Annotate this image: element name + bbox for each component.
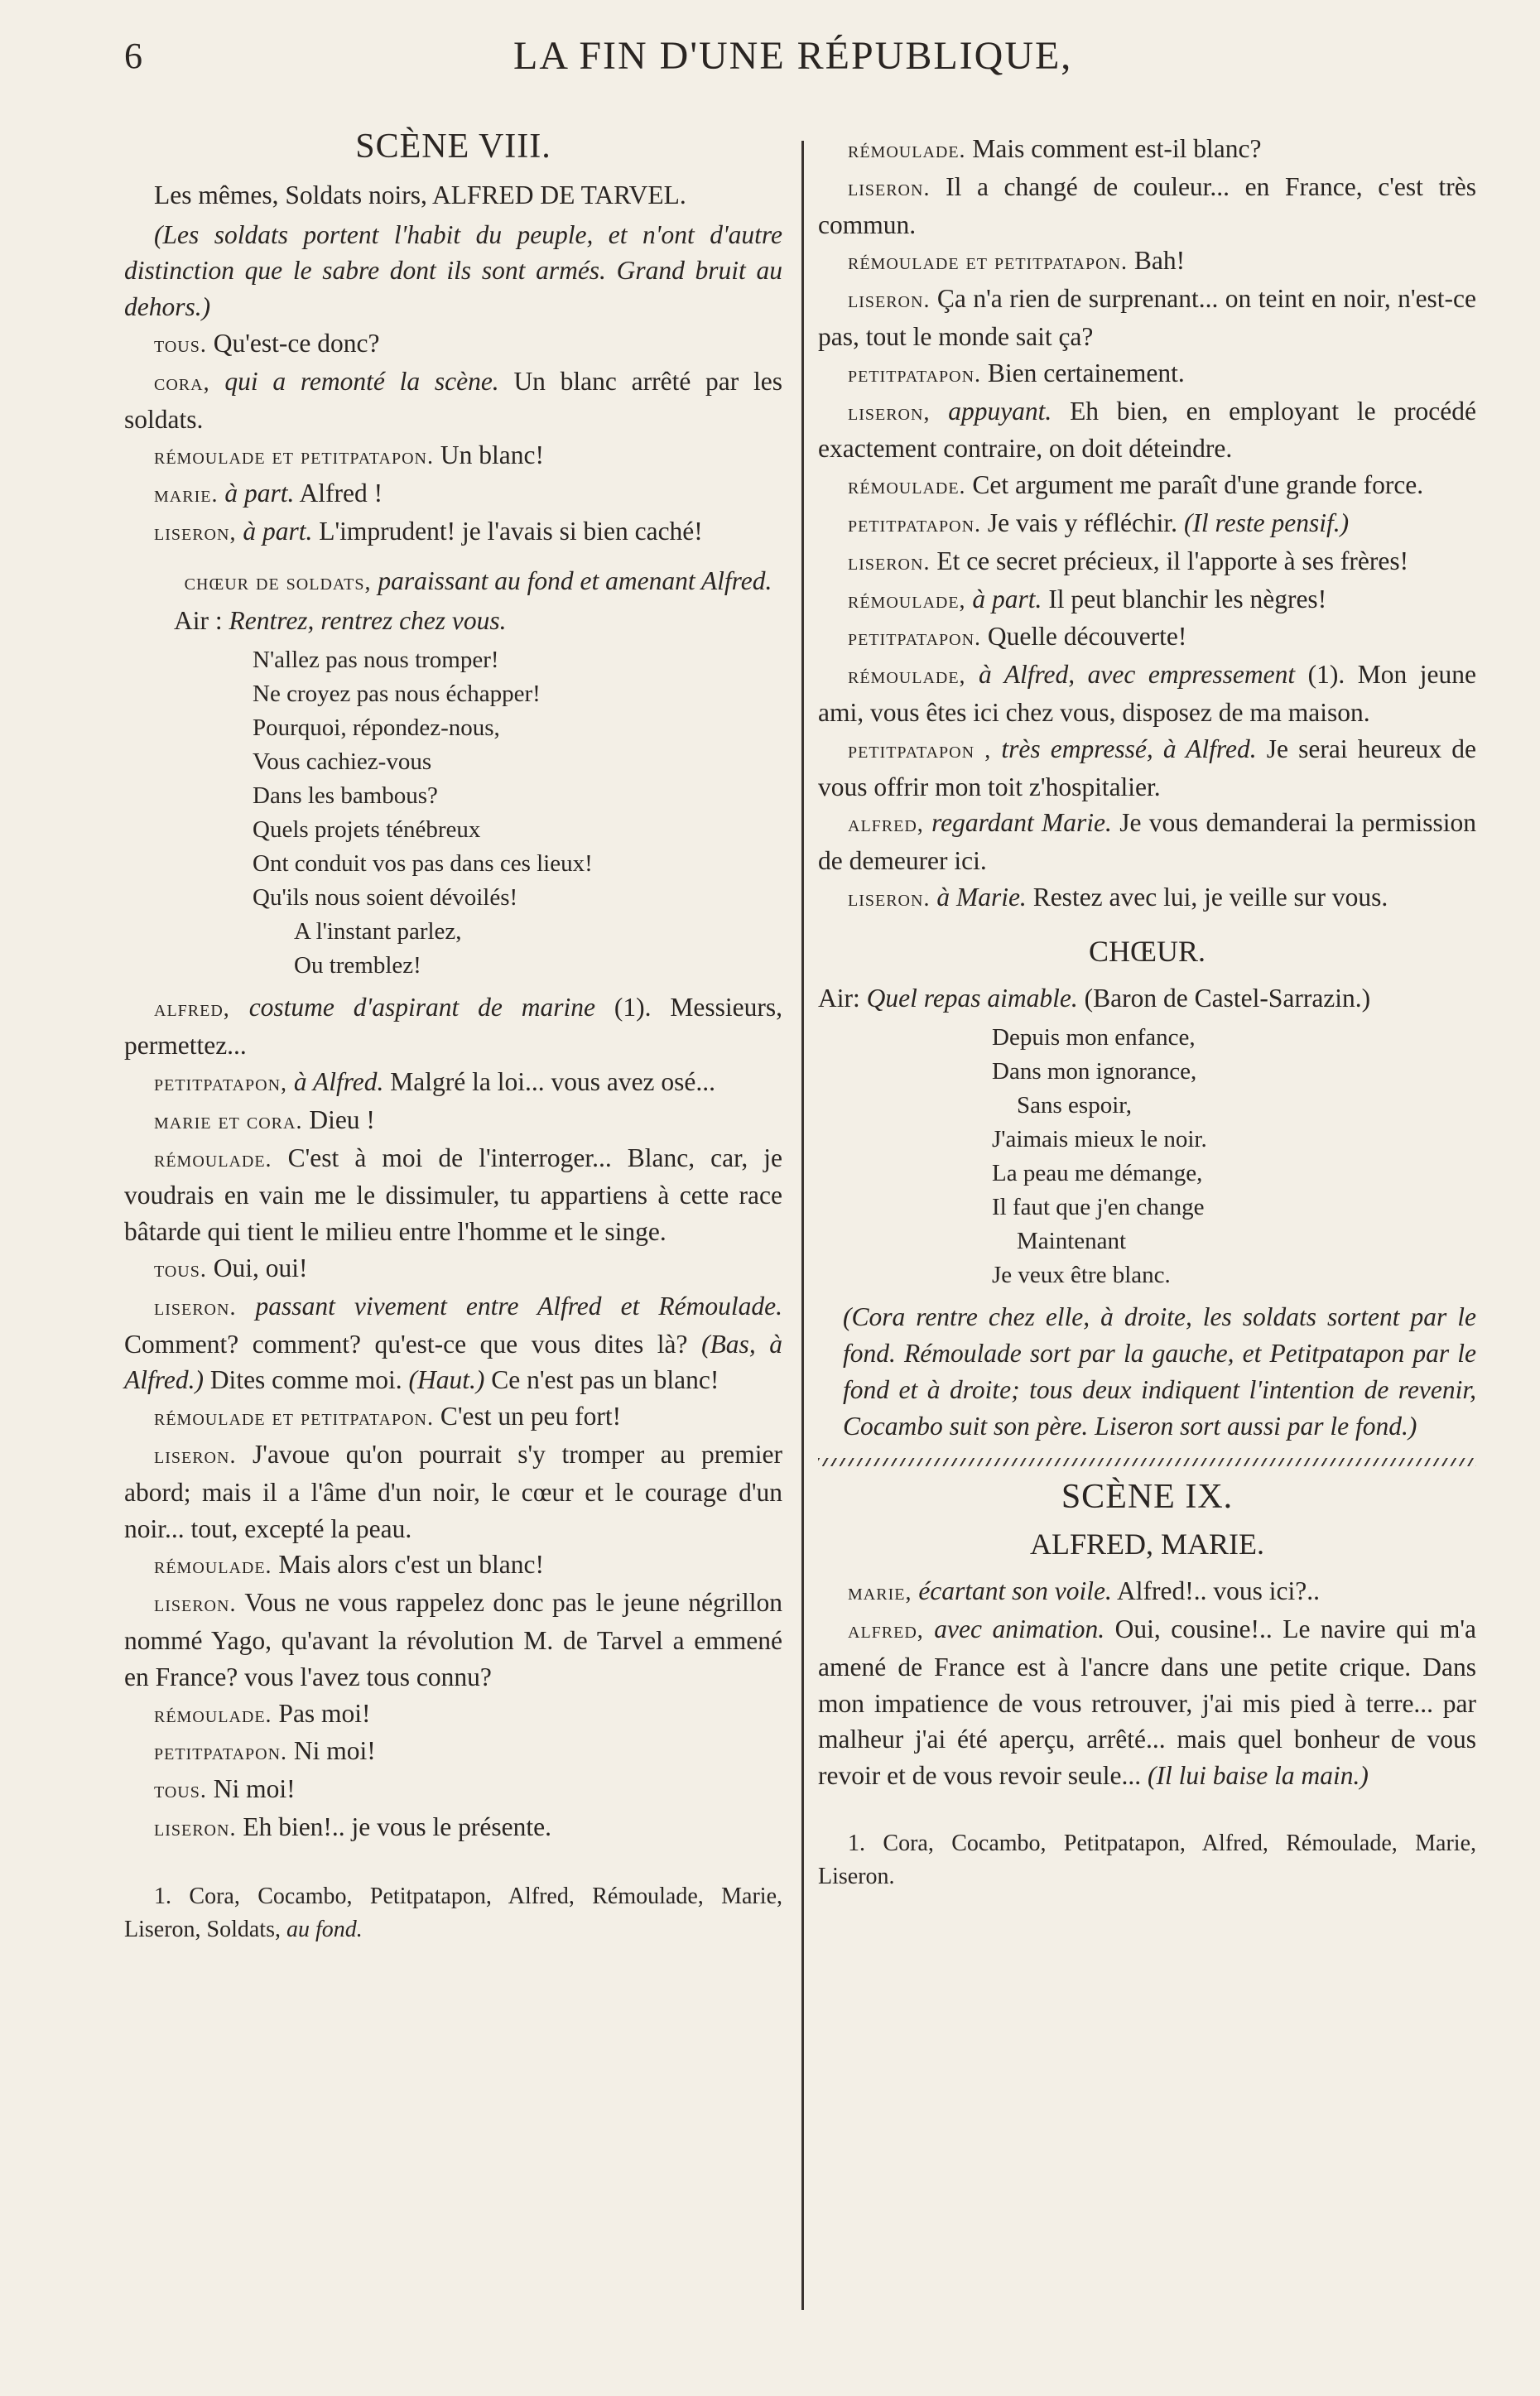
dialogue-line xyxy=(124,513,782,551)
speech: Ce n'est pas un blanc! xyxy=(491,1365,719,1395)
air-credit: (Baron de Castel-Sarrazin.) xyxy=(1084,983,1371,1013)
scene-cast: ALFRED, MARIE. xyxy=(1029,1528,1264,1561)
cast-list: Les mêmes, Soldats noirs, ALFRED DE TARVEL. xyxy=(154,180,686,209)
dialogue-line xyxy=(124,1809,782,1847)
song-line: Ont conduit vos pas dans ces lieux! xyxy=(253,850,593,878)
footnote-ref: (1). xyxy=(1307,660,1345,690)
speech: Je serai heureux de vous offrir mon toit z'hospitalier. xyxy=(818,734,1477,801)
direction: à part. xyxy=(972,584,1042,613)
direction: à part. xyxy=(224,479,295,508)
speech: Vous ne vous rappelez donc pas le jeune négrillon nommé Yago, qu'avant la révolution M. de Tarvel a emmené en France? vous l'avez tous connu? xyxy=(124,1588,783,1691)
dialogue-line xyxy=(818,581,1476,619)
direction: à Marie. xyxy=(936,882,1027,912)
speaker: liseron. xyxy=(154,1442,237,1469)
dialogue-line xyxy=(818,281,1476,355)
speaker: liseron, xyxy=(154,519,237,546)
song-line: Vous cachiez-vous xyxy=(253,748,432,776)
air-line xyxy=(818,980,1476,1017)
direction: écartant son voile. xyxy=(918,1576,1112,1606)
page-number: 6 xyxy=(124,36,142,76)
speech: Mais comment est-il blanc? xyxy=(972,134,1262,163)
song-verse xyxy=(124,643,782,983)
footnote xyxy=(124,1880,782,1946)
speech: Oui, oui! xyxy=(213,1253,308,1282)
dialogue-line xyxy=(818,505,1476,543)
dialogue-line xyxy=(818,355,1476,393)
speech: C'est un peu fort! xyxy=(440,1402,622,1431)
speaker: rémoulade. xyxy=(154,1146,272,1172)
direction: qui a remonté la scène. xyxy=(224,366,499,396)
speaker: petitpatapon, xyxy=(154,1070,288,1096)
song-line: Maintenant xyxy=(1017,1228,1127,1255)
footnote-number: 1. xyxy=(154,1883,171,1909)
dialogue-line xyxy=(124,1140,782,1250)
dialogue-line xyxy=(124,1436,782,1547)
speech: Il a changé de couleur... en France, c'est très commun. xyxy=(818,171,1476,239)
speaker: rémoulade. xyxy=(154,1553,272,1580)
speech: Alfred!.. vous ici?.. xyxy=(1117,1576,1320,1606)
air-line xyxy=(174,603,782,639)
speech: Mon jeune ami, vous êtes ici chez vous, disposez de ma maison. xyxy=(818,660,1476,727)
speech: Ni moi! xyxy=(293,1736,376,1766)
speech: C'est à moi de l'interroger... Blanc, car, je voudrais en vain me le dissimuler, tu appartiens à cette race bâtarde qui tient le milieu entre l'homme et le singe. xyxy=(124,1143,783,1247)
direction: à Alfred, avec empressement xyxy=(979,660,1296,690)
footnote-text: Cora, Cocambo, Petitpatapon, Alfred, Rémoulade, Marie, Liseron. xyxy=(818,1830,1477,1889)
speaker: cora, xyxy=(154,369,210,396)
speech: Un blanc arrêté par les soldats. xyxy=(124,366,783,434)
speaker: petitpatapon , xyxy=(848,737,992,763)
speaker: chœur de soldats, xyxy=(184,569,372,595)
direction: à Alfred. xyxy=(293,1066,384,1096)
song-line: Quels projets ténébreux xyxy=(253,816,481,844)
speech: Pas moi! xyxy=(278,1698,371,1728)
footnote-text: Cora, Cocambo, Petitpatapon, Alfred, Rémoulade, Marie, Liseron, Soldats, xyxy=(124,1883,783,1942)
speaker: marie. xyxy=(154,482,219,508)
speech: Quelle découverte! xyxy=(987,622,1187,652)
song-verse xyxy=(818,1021,1476,1292)
direction: (Il reste pensif.) xyxy=(1183,508,1350,537)
dialogue-line xyxy=(124,1250,782,1288)
direction: au fond. xyxy=(286,1916,363,1942)
speech: Bien certainement. xyxy=(987,358,1185,387)
direction: paraissant au fond et amenant Alfred. xyxy=(378,565,772,595)
dialogue-line xyxy=(124,325,782,363)
speech: Dites comme moi. xyxy=(209,1365,402,1395)
speech: Malgré la loi... vous avez osé... xyxy=(390,1066,716,1096)
decorative-divider xyxy=(818,1458,1476,1466)
speech: Messieurs, permettez... xyxy=(124,993,783,1061)
direction: à part. xyxy=(243,516,313,546)
chorus-title: CHŒUR. xyxy=(1088,934,1206,968)
speaker: liseron. xyxy=(154,1815,237,1841)
song-line: La peau me démange, xyxy=(992,1160,1203,1187)
speaker: marie, xyxy=(848,1580,912,1606)
dialogue-line xyxy=(124,1585,782,1695)
dialogue-line xyxy=(818,879,1476,917)
speech: L'imprudent! je l'avais si bien caché! xyxy=(319,516,703,546)
direction: (Il lui baise la main.) xyxy=(1148,1761,1369,1791)
song-line: Ou tremblez! xyxy=(294,952,421,979)
dialogue-line xyxy=(124,1771,782,1809)
speech: Alfred ! xyxy=(299,479,383,508)
speech: Je vous demanderai la permission de demeurer ici. xyxy=(818,808,1476,876)
speech: Qu'est-ce donc? xyxy=(213,328,380,358)
footnote-ref: (1). xyxy=(614,993,652,1022)
speaker: petitpatapon. xyxy=(848,625,982,652)
speaker: tous. xyxy=(154,1256,207,1282)
speech: Et ce secret précieux, il l'apporte à ses frères! xyxy=(936,546,1409,575)
direction: (Haut.) xyxy=(408,1365,485,1395)
dialogue-line xyxy=(818,467,1476,505)
dialogue-line xyxy=(818,169,1476,243)
dialogue-line xyxy=(818,805,1476,879)
song-line: Je veux être blanc. xyxy=(992,1262,1171,1289)
song-line: Il faut que j'en change xyxy=(992,1194,1205,1221)
column-divider xyxy=(801,141,804,2310)
song-line: J'aimais mieux le noir. xyxy=(992,1126,1207,1153)
speaker: alfred, xyxy=(848,811,924,838)
song-line: Pourquoi, répondez-nous, xyxy=(253,714,500,742)
speaker: liseron. xyxy=(154,1591,237,1618)
direction: appuyant. xyxy=(948,396,1052,426)
dialogue-line xyxy=(818,1573,1476,1611)
stage-direction: (Cora rentre chez elle, à droite, les soldats sortent par le fond. Rémoulade sort par la gauche, et Petitpatapon par le fond et à droite; tous deux indiquent l'intention de revenir, Cocambo suit son père. Liseron sort aussi par le fond.) xyxy=(843,1302,1476,1441)
speaker: liseron. xyxy=(154,1294,237,1321)
speaker: rémoulade. xyxy=(848,474,966,500)
dialogue-line xyxy=(818,657,1476,731)
dialogue-line xyxy=(818,243,1476,281)
song-line: Sans espoir, xyxy=(1017,1092,1132,1119)
dialogue-line xyxy=(818,731,1476,806)
dialogue-line xyxy=(124,1288,782,1398)
left-column xyxy=(124,124,782,1946)
speaker: rémoulade et petitpatapon. xyxy=(154,444,434,470)
speaker: rémoulade. xyxy=(848,137,966,163)
speech: Dieu ! xyxy=(309,1104,375,1134)
speaker: tous. xyxy=(154,331,207,358)
speech: J'avoue qu'on pourrait s'y tromper au premier abord; mais il a l'âme d'un noir, le cœur et le courage d'un noir... tout, excepté la peau. xyxy=(124,1439,782,1543)
speaker: rémoulade, xyxy=(848,587,966,613)
song-line: N'allez pas nous tromper! xyxy=(253,647,499,674)
speaker: marie et cora. xyxy=(154,1108,303,1134)
air-title: Quel repas aimable. xyxy=(866,983,1078,1013)
dialogue-line xyxy=(818,131,1476,169)
dialogue-line xyxy=(124,989,782,1064)
air-label: Air: xyxy=(818,983,860,1013)
speaker: rémoulade et petitpatapon. xyxy=(848,249,1128,276)
footnote xyxy=(818,1827,1476,1893)
direction: très empressé, à Alfred. xyxy=(1001,734,1257,763)
speech: Bah! xyxy=(1133,246,1186,276)
speech: Ça n'a rien de surprenant... on teint en noir, n'est-ce pas, tout le monde sait ça? xyxy=(818,284,1477,351)
right-column xyxy=(818,124,1476,1893)
speaker: rémoulade. xyxy=(154,1701,272,1728)
speaker: rémoulade et petitpatapon. xyxy=(154,1405,434,1431)
air-label: Air : xyxy=(174,605,223,635)
dialogue-line xyxy=(124,1547,782,1585)
scene-title: SCÈNE VIII. xyxy=(355,127,551,166)
direction: costume d'aspirant de marine xyxy=(248,993,596,1022)
stage-direction: (Les soldats portent l'habit du peuple, et n'ont d'autre distinction que le sabre dont ils sont armés. Grand bruit au dehors.) xyxy=(124,219,782,322)
dialogue-line xyxy=(124,1102,782,1140)
dialogue-line xyxy=(818,618,1476,657)
speaker: liseron, xyxy=(848,399,931,426)
dialogue-line xyxy=(124,437,782,475)
speech: Restez avec lui, je veille sur vous. xyxy=(1032,882,1388,912)
speaker: petitpatapon. xyxy=(848,511,982,537)
speech: Eh bien, en employant le procédé exactement contraire, on doit déteindre. xyxy=(818,396,1477,464)
speaker: alfred, xyxy=(848,1617,924,1643)
speech: Cet argument me paraît d'une grande force. xyxy=(972,470,1424,500)
dialogue-line xyxy=(818,393,1476,468)
dialogue-line xyxy=(124,475,782,513)
running-title: LA FIN D'UNE RÉPUBLIQUE, xyxy=(513,34,1073,78)
air-title: Rentrez, rentrez chez vous. xyxy=(229,605,507,635)
speaker: rémoulade, xyxy=(848,663,966,690)
speech: Mais alors c'est un blanc! xyxy=(278,1550,545,1580)
dialogue-line xyxy=(818,1611,1476,1794)
song-line: Ne croyez pas nous échapper! xyxy=(253,681,541,708)
speech: Oui, cousine!.. Le navire qui m'a amené de France est à l'ancre dans une petite crique. Dans mon impatience de vous retrouver, j'ai mis pied à terre... par malheur j'ai été aperçu, arrêté... mais quel bonheur de vous revoir et de vous revoir seule... xyxy=(818,1614,1477,1791)
song-line: Dans les bambous? xyxy=(253,782,438,810)
speaker: liseron. xyxy=(848,175,931,201)
footnote-number: 1. xyxy=(848,1830,865,1856)
dialogue-line xyxy=(818,543,1476,581)
speech: Je vais y réfléchir. xyxy=(987,508,1178,537)
song-line: Dans mon ignorance, xyxy=(992,1058,1197,1085)
speaker: alfred, xyxy=(154,996,230,1022)
direction: regardant Marie. xyxy=(931,808,1112,838)
song-line: A l'instant parlez, xyxy=(294,918,462,945)
speech: Il peut blanchir les nègres! xyxy=(1048,584,1327,613)
dialogue-line xyxy=(124,1398,782,1436)
scene-title: SCÈNE IX. xyxy=(1061,1477,1234,1516)
direction: passant vivement entre Alfred et Rémoulade. xyxy=(255,1291,783,1321)
dialogue-line xyxy=(124,1733,782,1771)
direction: (Bas, à Alfred.) xyxy=(124,1329,782,1395)
chorus-heading xyxy=(124,563,782,601)
speaker: liseron. xyxy=(848,549,931,575)
song-line: Qu'ils nous soient dévoilés! xyxy=(253,884,518,912)
speech: Comment? comment? qu'est-ce que vous dites là? xyxy=(124,1329,688,1359)
speaker: liseron. xyxy=(848,885,931,912)
dialogue-line xyxy=(124,363,782,438)
speaker: petitpatapon. xyxy=(848,361,982,387)
direction: avec animation. xyxy=(934,1614,1105,1643)
speaker: liseron. xyxy=(848,287,931,314)
dialogue-line xyxy=(124,1696,782,1734)
speech: Eh bien!.. je vous le présente. xyxy=(243,1811,551,1841)
dialogue-line xyxy=(124,1064,782,1102)
speech: Ni moi! xyxy=(213,1774,296,1804)
speaker: petitpatapon. xyxy=(154,1739,288,1766)
speech: Un blanc! xyxy=(440,440,544,470)
song-line: Depuis mon enfance, xyxy=(992,1024,1196,1051)
speaker: tous. xyxy=(154,1778,207,1804)
